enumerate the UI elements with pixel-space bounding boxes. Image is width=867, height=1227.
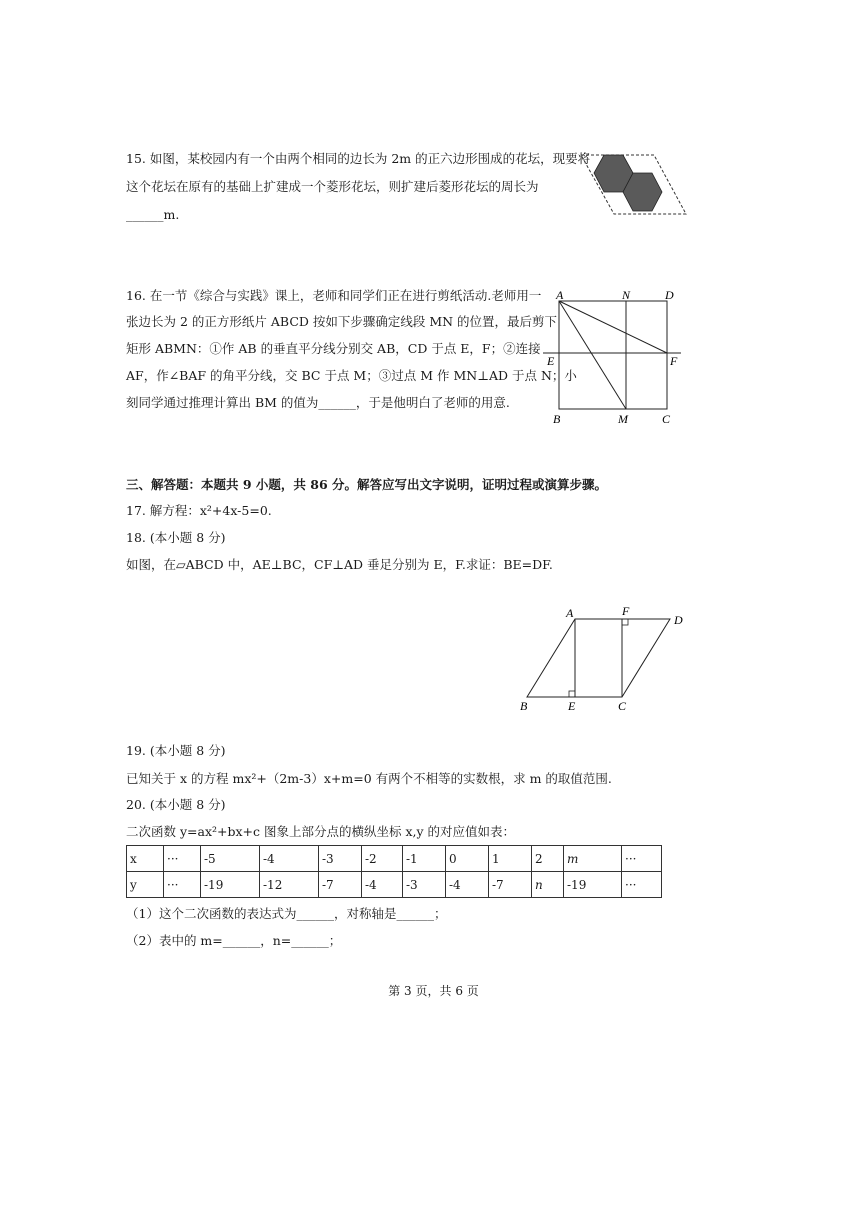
section-3-heading: 三、解答题：本题共 9 小题，共 86 分。解答应写出文字说明，证明过程或演算步骤。 [126,477,608,492]
table-cell: -7 [319,872,362,898]
parallelogram-abcd [527,619,670,697]
table-cell: -3 [319,846,362,872]
table-cell: -7 [489,872,532,898]
table-row-x [127,846,662,872]
q16-line-3: 矩形 ABMN：①作 AB 的垂直平分线分别交 AB，CD 于点 E，F；②连接 [126,341,541,356]
q20-heading: 20. (本小题 8 分) [126,797,226,812]
q18-body: 如图，在▱ABCD 中，AE⊥BC，CF⊥AD 垂足分别为 E，F.求证：BE=DF. [126,557,553,572]
table-cell: ··· [622,872,662,898]
table-cell: -12 [260,872,319,898]
label-f: F [670,354,678,368]
table-cell: -2 [362,846,403,872]
q15-line-3: ______m. [126,207,180,222]
label-d: D [674,613,683,627]
xy-value-table [126,845,662,898]
table-cell: -19 [564,872,622,898]
label-m: M [618,412,628,426]
table-row-y [127,872,662,898]
label-a: A [556,288,564,302]
table-cell: x [127,846,164,872]
hexagon-rhombus-figure [578,150,690,218]
table-cell: n [532,872,564,898]
q16-line-2: 张边长为 2 的正方形纸片 ABCD 按如下步骤确定线段 MN 的位置，最后剪下 [126,314,558,329]
table-cell: -1 [403,846,446,872]
table-cell: -4 [362,872,403,898]
q19-body: 已知关于 x 的方程 mx²+（2m-3）x+m=0 有两个不相等的实数根，求 m 的取值范围. [126,771,612,786]
q16-line-5: 刻同学通过推理计算出 BM 的值为______，于是他明白了老师的用意. [126,395,510,410]
q17-text: 17. 解方程：x²+4x-5=0. [126,503,272,518]
label-c: C [618,699,627,713]
table-cell: ··· [164,846,201,872]
label-d: D [665,288,674,302]
table-cell: -4 [260,846,319,872]
q20-sub-2: （2）表中的 m=______，n=______； [126,933,342,948]
table-cell: -5 [201,846,260,872]
label-e: E [568,699,576,713]
q20-intro: 二次函数 y=ax²+bx+c 图象上部分点的横纵坐标 x,y 的对应值如表： [126,824,516,839]
table-cell: -19 [201,872,260,898]
table-cell: y [127,872,164,898]
right-angle-f [622,619,628,625]
table-cell: -3 [403,872,446,898]
label-c: C [662,412,671,426]
square-paper-figure [538,284,688,429]
label-b: B [553,412,561,426]
table-cell: 1 [489,846,532,872]
q15-line-2: 这个花坛在原有的基础上扩建成一个菱形花坛，则扩建后菱形花坛的周长为 [126,179,539,194]
table-cell: 2 [532,846,564,872]
right-angle-e [569,691,575,697]
label-a: A [566,606,574,620]
table-cell: ··· [164,872,201,898]
table-cell: m [564,846,622,872]
label-e: E [547,354,555,368]
table-cell: 0 [446,846,489,872]
label-f: F [622,604,630,618]
label-n: N [622,288,631,302]
q16-line-1: 16. 在一节《综合与实践》课上，老师和同学们正在进行剪纸活动.老师用一 [126,288,542,303]
q18-heading: 18. (本小题 8 分) [126,530,226,545]
table-cell: -4 [446,872,489,898]
label-b: B [520,699,528,713]
parallelogram-figure [514,602,694,718]
q20-sub-1: （1）这个二次函数的表达式为______，对称轴是______； [126,906,447,921]
page-footer: 第 3 页，共 6 页 [388,984,479,998]
q19-heading: 19. (本小题 8 分) [126,743,226,758]
table-cell: ··· [622,846,662,872]
q16-line-4: AF，作∠BAF 的角平分线，交 BC 于点 M；③过点 M 作 MN⊥AD 于点 N；小 [126,368,577,383]
q15-line-1: 15. 如图，某校园内有一个由两个相同的边长为 2m 的正六边形围成的花坛，现要将 [126,151,591,166]
square-abcd [559,301,667,409]
